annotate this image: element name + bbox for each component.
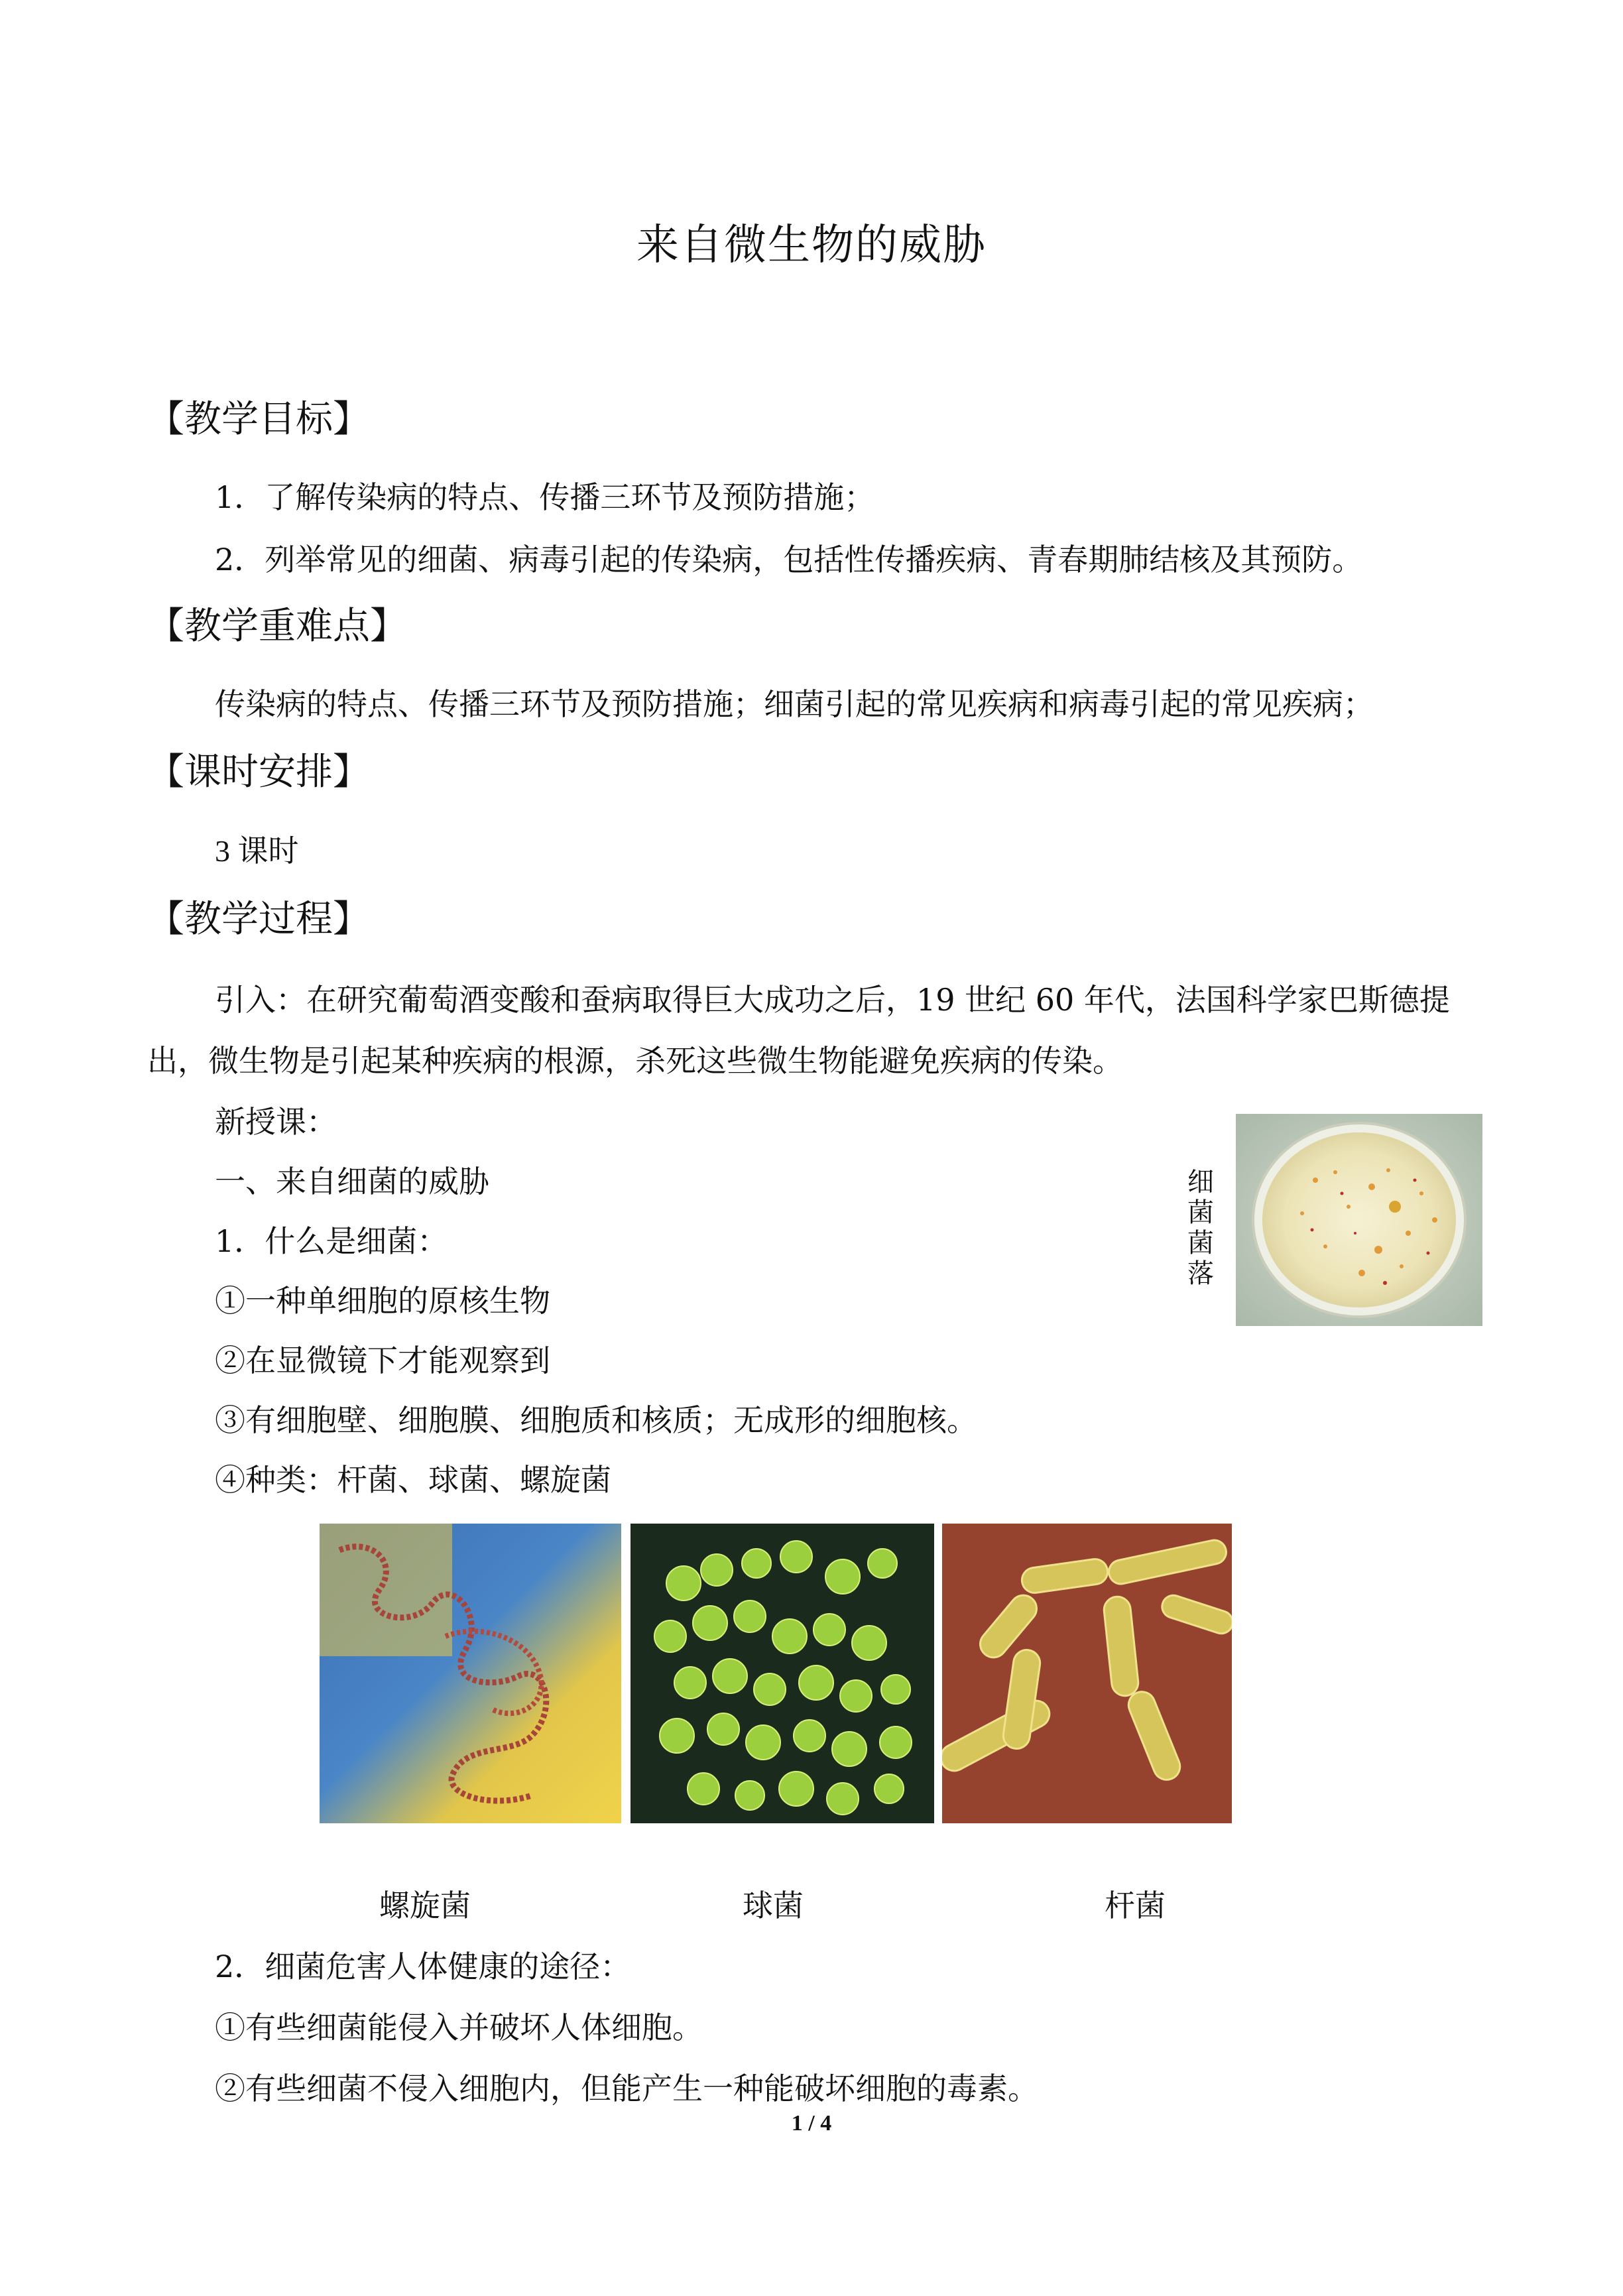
section-heading-goals: 【教学目标】: [147, 398, 370, 441]
page-number: 1 / 4: [791, 2111, 832, 2136]
intro-paragraph: 引入：在研究葡萄酒变酸和蚕病取得巨大成功之后，19 世纪 60 年代，法国科学家巴斯德提出，微生物是引起某种疾病的根源，杀死这些微生物能避免疾病的传染。: [147, 982, 1450, 1079]
caption-bacilli: 杆菌: [1105, 1888, 1166, 1923]
colony-label-char: 细: [1187, 1167, 1214, 1197]
colony-label-char: 菌: [1187, 1197, 1214, 1228]
q2-point-a: ①有些细菌能侵入并破坏人体细胞。: [215, 2010, 703, 2045]
section-heading-schedule: 【课时安排】: [147, 751, 370, 794]
new-lesson-label: 新授课：: [215, 1104, 337, 1140]
section-heading-process: 【教学过程】: [147, 898, 370, 941]
q1-point-d: ④种类：杆菌、球菌、螺旋菌: [215, 1462, 611, 1498]
q2-point-b: ②有些细菌不侵入细胞内，但能产生一种能破坏细胞的毒素。: [215, 2071, 1038, 2106]
q1-point-b: ②在显微镜下才能观察到: [215, 1343, 550, 1378]
part1-heading: 一、来自细菌的威胁: [215, 1164, 489, 1199]
question-2: 2．细菌危害人体健康的途径：: [215, 1949, 631, 1984]
goal-item-2: 2．列举常见的细菌、病毒引起的传染病，包括性传播疾病、青春期肺结核及其预防。: [215, 542, 1363, 577]
spiral-bacteria-photo: [320, 1524, 621, 1823]
caption-spiral: 螺旋菌: [379, 1888, 471, 1923]
colony-vertical-label: [1185, 1167, 1216, 1289]
schedule-text: 3 课时: [215, 834, 299, 868]
q1-point-c: ③有细胞壁、细胞膜、细胞质和核质；无成形的细胞核。: [215, 1402, 977, 1438]
question-1: 1．什么是细菌：: [215, 1223, 448, 1259]
colony-label-char: 落: [1187, 1258, 1214, 1289]
key-points-text: 传染病的特点、传播三环节及预防措施；细菌引起的常见疾病和病毒引起的常见疾病；: [215, 686, 1374, 722]
cocci-bacteria-photo: [631, 1524, 934, 1823]
bacteria-colony-photo: [1236, 1114, 1482, 1326]
q1-point-a: ①一种单细胞的原核生物: [215, 1283, 550, 1319]
goal-item-1: 1．了解传染病的特点、传播三环节及预防措施；: [215, 479, 875, 515]
colony-label-char: 菌: [1187, 1228, 1214, 1258]
bacilli-bacteria-photo: [942, 1524, 1232, 1823]
page-title: 来自微生物的威胁: [636, 221, 987, 270]
section-heading-key-points: 【教学重难点】: [147, 605, 407, 648]
caption-cocci: 球菌: [743, 1888, 804, 1923]
